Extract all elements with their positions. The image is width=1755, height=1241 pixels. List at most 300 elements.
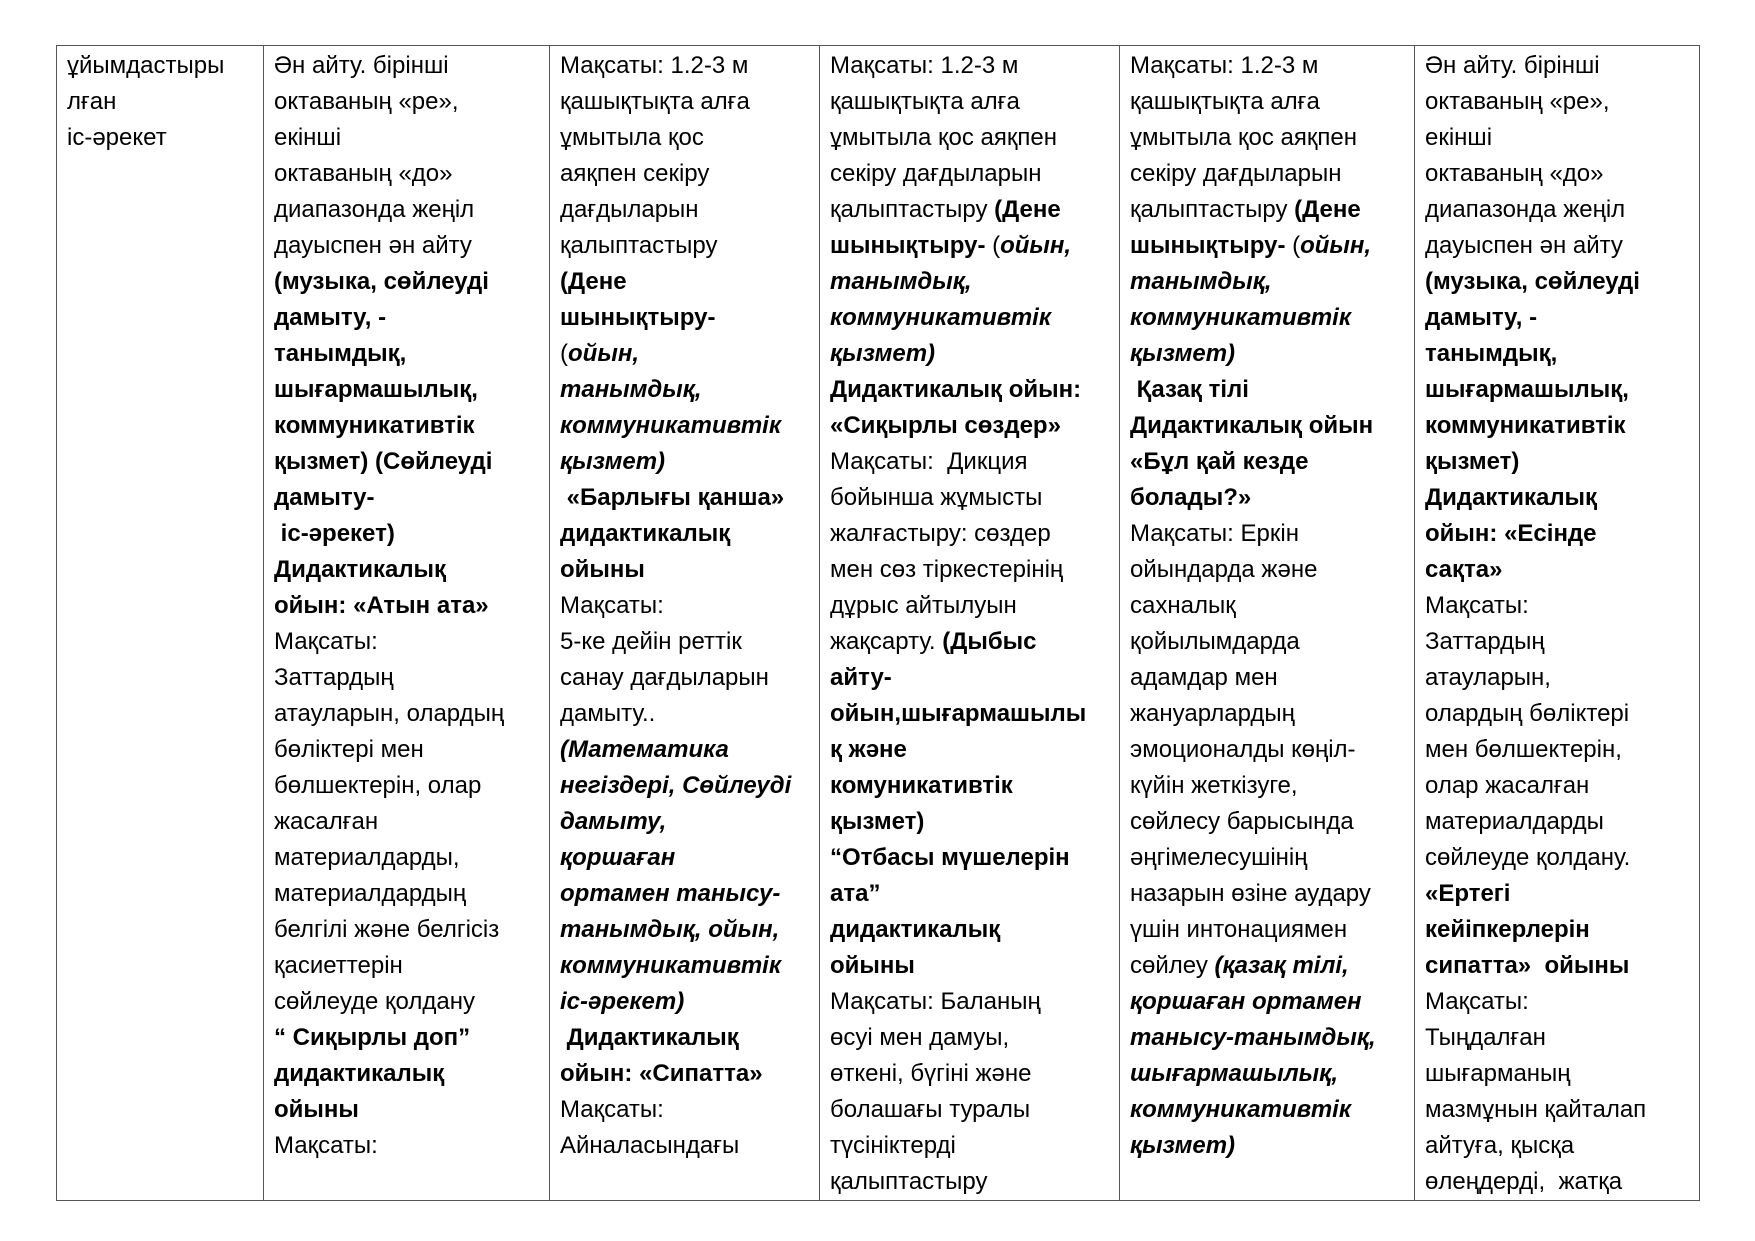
text-run: (музыка, сөйлеуді [274, 268, 489, 295]
cell-line [1130, 984, 1404, 1020]
text-run: Мақсаты: [1425, 988, 1529, 1015]
cell-line [1425, 660, 1689, 696]
cell-line [1425, 876, 1689, 912]
text-run: дамыту, - [1425, 304, 1538, 331]
cell-line [830, 588, 1109, 624]
cell-line [830, 48, 1109, 84]
cell-line [1130, 552, 1404, 588]
text-run: Заттардың [274, 664, 394, 691]
text-run: танымдық, [274, 340, 407, 367]
cell-line [1425, 696, 1689, 732]
cell-line [274, 552, 539, 588]
text-run: әңгімелесушінің [1130, 844, 1308, 871]
cell-line [1425, 1128, 1689, 1164]
cell-line [560, 300, 809, 336]
cell-line [1130, 588, 1404, 624]
text-run: сақта» [1425, 556, 1503, 583]
text-run: ұйымдастыры [67, 52, 225, 79]
day-cell-4 [1120, 46, 1415, 1201]
cell-line [830, 624, 1109, 660]
cell-line [830, 1128, 1109, 1164]
cell-line [274, 264, 539, 300]
text-run: “Отбасы мүшелерін [830, 844, 1070, 871]
text-run: Мақсаты: [560, 592, 664, 619]
cell-line [274, 336, 539, 372]
cell-line [560, 768, 809, 804]
cell-line [274, 1056, 539, 1092]
text-run: қасиеттерін [274, 952, 403, 979]
cell-line [1130, 264, 1404, 300]
text-run: қызмет) [1130, 340, 1236, 367]
text-run: (Дене [560, 268, 627, 295]
cell-line [1425, 264, 1689, 300]
cell-line [830, 120, 1109, 156]
text-run: сахналық [1130, 592, 1236, 619]
cell-line [830, 372, 1109, 408]
cell-line [67, 84, 253, 120]
text-run: қалыптастыру [1130, 196, 1295, 223]
cell-line [1425, 1092, 1689, 1128]
text-run: (Дене [994, 196, 1061, 223]
text-run: «Бұл қай кезде [1130, 448, 1309, 475]
text-run: Мақсаты: 1.2-3 м [830, 52, 1019, 79]
text-run: айту- [830, 664, 892, 691]
text-run: секіру дағдыларын [1130, 160, 1342, 187]
cell-line [1130, 804, 1404, 840]
cell-line [830, 336, 1109, 372]
text-run: дамыту, - [274, 304, 387, 331]
text-run: октаваның «до» [274, 160, 453, 187]
cell-line [1425, 408, 1689, 444]
text-run: коммуникативтік [1130, 304, 1351, 331]
text-run: (музыка, сөйлеуді [1425, 268, 1640, 295]
cell-line [1130, 228, 1404, 264]
text-run: шығармашылық, [274, 376, 478, 403]
text-run: іс-әрекет [67, 124, 167, 151]
text-run: үшін интонациямен [1130, 916, 1348, 943]
text-run: қалыптастыру [560, 232, 718, 259]
text-run: коммуникативтік [830, 304, 1051, 331]
cell-line [560, 336, 809, 372]
text-run: бойынша жұмысты [830, 484, 1043, 511]
cell-line [1130, 1056, 1404, 1092]
cell-line [560, 588, 809, 624]
text-run: Дидактикалық ойын: [830, 376, 1082, 403]
text-run: ойыны [560, 556, 645, 583]
cell-line [1425, 300, 1689, 336]
text-run: 5-ке дейін реттік [560, 628, 742, 655]
cell-line [274, 1020, 539, 1056]
text-run: лған [67, 88, 117, 115]
day-cell-5 [1415, 46, 1700, 1201]
text-run: сөйлеу [1130, 952, 1215, 979]
text-run: (Математика [560, 736, 729, 763]
cell-line [274, 912, 539, 948]
text-run: өсуі мен дамуы, [830, 1024, 1010, 1051]
cell-line [830, 192, 1109, 228]
cell-line [1425, 372, 1689, 408]
text-run: қойылымдарда [1130, 628, 1300, 655]
cell-line [1130, 300, 1404, 336]
cell-line [1425, 1020, 1689, 1056]
cell-line [1425, 48, 1689, 84]
text-run: Дидактикалық [1425, 484, 1598, 511]
text-run: ойыны [274, 1096, 359, 1123]
text-run: күйін жеткізуге, [1130, 772, 1298, 799]
text-run: ойын, [1300, 232, 1372, 259]
day-cell-2 [550, 46, 820, 1201]
cell-line [560, 480, 809, 516]
cell-line [274, 696, 539, 732]
text-run: ата” [830, 880, 881, 907]
text-run: ойын, [568, 340, 639, 367]
text-run: мазмұнын қайталап [1425, 1096, 1647, 1123]
cell-line [560, 984, 809, 1020]
text-run: қызмет) (Сөйлеуді [274, 448, 493, 475]
text-run: сипатта» ойыны [1425, 952, 1630, 979]
cell-line [1425, 192, 1689, 228]
cell-line [274, 624, 539, 660]
cell-line [274, 300, 539, 336]
text-run: шынықтыру- [1130, 232, 1293, 259]
text-run: коммуникативтік [560, 952, 781, 979]
text-run: олардың бөліктері [1425, 700, 1630, 727]
cell-line [1130, 696, 1404, 732]
cell-line [1130, 120, 1404, 156]
cell-line [1130, 840, 1404, 876]
cell-line [1425, 228, 1689, 264]
text-run: дұрыс айтылуын [830, 592, 1017, 619]
text-run: ұмытыла қос аяқпен [1130, 124, 1357, 151]
cell-line [274, 804, 539, 840]
cell-line [1425, 768, 1689, 804]
cell-line [1130, 1020, 1404, 1056]
text-run: Мақсаты: Баланың [830, 988, 1041, 1015]
cell-line [1425, 984, 1689, 1020]
text-run: өлеңдерді, жатқа [1425, 1168, 1623, 1195]
text-run: дауыспен ән айту [274, 232, 472, 259]
text-run: «Ертегі [1425, 880, 1511, 907]
text-run: негіздері, Сөйлеуді [560, 772, 792, 799]
cell-line [1425, 1056, 1689, 1092]
cell-line [560, 192, 809, 228]
text-run: танысу-танымдық, [1130, 1024, 1376, 1051]
cell-line [274, 372, 539, 408]
cell-line [274, 228, 539, 264]
cell-line [274, 480, 539, 516]
text-run: қашықтықта алға [1130, 88, 1320, 115]
text-run: жасалған [274, 808, 379, 835]
text-run: Мақсаты: Дикция [830, 448, 1028, 475]
cell-line [1130, 1128, 1404, 1164]
text-run: материалдарды [1425, 808, 1604, 835]
text-run: (қазақ тілі, [1214, 952, 1349, 979]
text-run: ойыны [830, 952, 915, 979]
cell-line [560, 840, 809, 876]
cell-line [830, 876, 1109, 912]
text-run: (Дыбыс [942, 628, 1037, 655]
text-run: ойын,шығармашылы [830, 700, 1087, 727]
text-run: дидактикалық [274, 1060, 445, 1087]
text-run: «Сиқырлы сөздер» [830, 412, 1061, 439]
text-run: ( [992, 232, 1001, 259]
text-run: жануарлардың [1130, 700, 1295, 727]
text-run: жақсарту. [830, 628, 943, 655]
cell-line [1425, 516, 1689, 552]
text-run: коммуникативтік [1130, 1096, 1351, 1123]
text-run: санау дағдыларын [560, 664, 769, 691]
cell-line [560, 624, 809, 660]
cell-line [274, 408, 539, 444]
text-run: атауларын, [1425, 664, 1551, 691]
text-run: өткені, бүгіні және [830, 1060, 1032, 1087]
text-run: мен сөз тіркестерінің [830, 556, 1064, 583]
text-run: атауларын, олардың [274, 700, 505, 727]
text-run: кейіпкерлерін [1425, 916, 1590, 943]
cell-line [560, 516, 809, 552]
text-run: Ән айту. бірінші [274, 52, 449, 79]
cell-line [67, 120, 253, 156]
cell-line [830, 300, 1109, 336]
cell-line [560, 444, 809, 480]
text-run: шынықтыру- [830, 232, 993, 259]
text-run: ұмытыла қос аяқпен [830, 124, 1057, 151]
cell-line [830, 516, 1109, 552]
text-run: коммуникативтік [560, 412, 781, 439]
cell-line [560, 1128, 809, 1164]
cell-line [830, 984, 1109, 1020]
text-run: Айналасындағы [560, 1132, 740, 1159]
cell-line [560, 948, 809, 984]
cell-line [274, 1128, 539, 1164]
text-run: октаваның «до» [1425, 160, 1604, 187]
cell-line [1130, 336, 1404, 372]
text-run: екінші [274, 124, 342, 151]
text-run: түсініктерді [830, 1132, 956, 1159]
cell-line [830, 948, 1109, 984]
cell-line [1130, 516, 1404, 552]
text-run: эмоционалды көңіл- [1130, 736, 1356, 763]
text-run: ортамен танысу- [560, 880, 781, 907]
text-run: Ән айту. бірінші [1425, 52, 1600, 79]
text-run: Дидактикалық [274, 556, 447, 583]
cell-line [1425, 912, 1689, 948]
text-run: дидактикалық [830, 916, 1001, 943]
cell-line [274, 1092, 539, 1128]
text-run: дидактикалық [560, 520, 731, 547]
cell-line [1130, 1092, 1404, 1128]
text-run: ( [1292, 232, 1301, 259]
cell-line [830, 1164, 1109, 1200]
cell-line [830, 660, 1109, 696]
cell-line [274, 156, 539, 192]
cell-line [560, 912, 809, 948]
text-run: Мақсаты: 1.2-3 м [560, 52, 749, 79]
text-run: шығармашылық, [1425, 376, 1629, 403]
text-run: коммуникативтік [274, 412, 475, 439]
text-run: сөйлеуде қолдану. [1425, 844, 1631, 871]
text-run: айтуға, қысқа [1425, 1132, 1575, 1159]
cell-line [830, 1020, 1109, 1056]
cell-line [560, 804, 809, 840]
cell-line [1130, 48, 1404, 84]
cell-line [560, 1092, 809, 1128]
cell-line [1425, 732, 1689, 768]
text-run: ( [560, 340, 568, 367]
cell-line [67, 48, 253, 84]
cell-line [560, 876, 809, 912]
cell-line [830, 444, 1109, 480]
text-run: қоршаған ортамен [1130, 988, 1362, 1015]
cell-line [1425, 120, 1689, 156]
cell-line [274, 948, 539, 984]
text-run: қызмет) [560, 448, 666, 475]
cell-line [560, 372, 809, 408]
text-run: қоршаған [560, 844, 676, 871]
cell-line [1130, 156, 1404, 192]
text-run: комуникативтік [830, 772, 1013, 799]
text-run: сөйлеуде қолдану [274, 988, 475, 1015]
cell-line [1130, 84, 1404, 120]
cell-line [560, 552, 809, 588]
cell-line [1130, 444, 1404, 480]
text-run: шығармашылық, [1130, 1060, 1338, 1087]
text-run: қашықтықта алға [560, 88, 750, 115]
cell-line [1130, 876, 1404, 912]
text-run: бөлшектерін, олар [274, 772, 482, 799]
text-run: материалдарды, [274, 844, 460, 871]
cell-line [274, 444, 539, 480]
cell-line [830, 732, 1109, 768]
text-run: (Дене [1294, 196, 1361, 223]
text-run: октаваның «ре», [1425, 88, 1610, 115]
text-run: Мақсаты: [1425, 592, 1529, 619]
cell-line [830, 264, 1109, 300]
text-run: танымдық, [830, 268, 972, 295]
text-run: материалдардың [274, 880, 467, 907]
text-run: бөліктері мен [274, 736, 424, 763]
cell-line [274, 768, 539, 804]
cell-line [560, 120, 809, 156]
cell-line [1130, 732, 1404, 768]
cell-line [1425, 156, 1689, 192]
text-run: Мақсаты: [274, 1132, 378, 1159]
text-run: болашағы туралы [830, 1096, 1031, 1123]
cell-line [1425, 444, 1689, 480]
cell-line [274, 48, 539, 84]
cell-line [830, 408, 1109, 444]
text-run: екінші [1425, 124, 1493, 151]
cell-line [830, 912, 1109, 948]
cell-line [560, 732, 809, 768]
cell-line [1130, 948, 1404, 984]
text-run: белгілі және белгісіз [274, 916, 500, 943]
text-run: “ Сиқырлы доп” [274, 1024, 471, 1051]
cell-line [1425, 588, 1689, 624]
cell-line [830, 480, 1109, 516]
cell-line [1130, 480, 1404, 516]
cell-line [560, 696, 809, 732]
cell-line [1130, 912, 1404, 948]
text-run: Дидактикалық ойын [1130, 412, 1374, 439]
cell-line [830, 696, 1109, 732]
cell-line [1425, 1164, 1689, 1200]
text-run: «Барлығы қанша» [560, 484, 785, 511]
cell-line [830, 228, 1109, 264]
cell-line [560, 156, 809, 192]
text-run: іс-әрекет) [274, 520, 395, 547]
cell-line [274, 840, 539, 876]
lesson-plan-table [56, 45, 1700, 1201]
cell-line [274, 984, 539, 1020]
text-run: диапазонда жеңіл [274, 196, 475, 223]
text-run: қызмет) [830, 340, 936, 367]
text-run: дамыту- [274, 484, 375, 511]
cell-line [274, 732, 539, 768]
text-run: ойын: «Есінде [1425, 520, 1597, 547]
text-run: танымдық, [1425, 340, 1558, 367]
cell-line [560, 264, 809, 300]
cell-line [560, 1056, 809, 1092]
text-run: іс-әрекет) [560, 988, 685, 1015]
cell-line [1130, 624, 1404, 660]
cell-line [830, 840, 1109, 876]
text-run: болады?» [1130, 484, 1252, 511]
cell-line [1130, 372, 1404, 408]
cell-line [1425, 552, 1689, 588]
cell-line [830, 156, 1109, 192]
text-run: коммуникативтік [1425, 412, 1626, 439]
cell-line [830, 1056, 1109, 1092]
text-run: октаваның «ре», [274, 88, 459, 115]
text-run: танымдық, [1130, 268, 1272, 295]
text-run: Қазақ тілі [1130, 376, 1249, 403]
cell-line [830, 1092, 1109, 1128]
text-run: аяқпен секіру [560, 160, 710, 187]
cell-line [560, 1020, 809, 1056]
text-run: шығарманың [1425, 1060, 1571, 1087]
table-row [57, 46, 1700, 1201]
cell-line [560, 408, 809, 444]
cell-line [1425, 336, 1689, 372]
cell-line [274, 876, 539, 912]
cell-line [1130, 660, 1404, 696]
day-cell-3 [820, 46, 1120, 1201]
text-run: Мақсаты: Еркін [1130, 520, 1299, 547]
cell-line [274, 84, 539, 120]
cell-line [1425, 948, 1689, 984]
text-run: Тыңдалған [1425, 1024, 1546, 1051]
text-run: секіру дағдыларын [830, 160, 1042, 187]
text-run: ойындарда және [1130, 556, 1318, 583]
text-run: диапазонда жеңіл [1425, 196, 1626, 223]
text-run: жалғастыру: сөздер [830, 520, 1051, 547]
text-run: дағдыларын [560, 196, 699, 223]
cell-line [1425, 84, 1689, 120]
cell-line [1425, 480, 1689, 516]
cell-line [274, 120, 539, 156]
text-run: дамыту.. [560, 700, 656, 727]
cell-line [560, 48, 809, 84]
text-run: сөйлесу барысында [1130, 808, 1354, 835]
day-cell-1 [264, 46, 550, 1201]
text-run: адамдар мен [1130, 664, 1278, 691]
text-run: ойын: «Сипатта» [560, 1060, 763, 1087]
text-run: қ және [830, 736, 907, 763]
cell-line [830, 552, 1109, 588]
text-run: Мақсаты: 1.2-3 м [1130, 52, 1319, 79]
cell-line [560, 84, 809, 120]
